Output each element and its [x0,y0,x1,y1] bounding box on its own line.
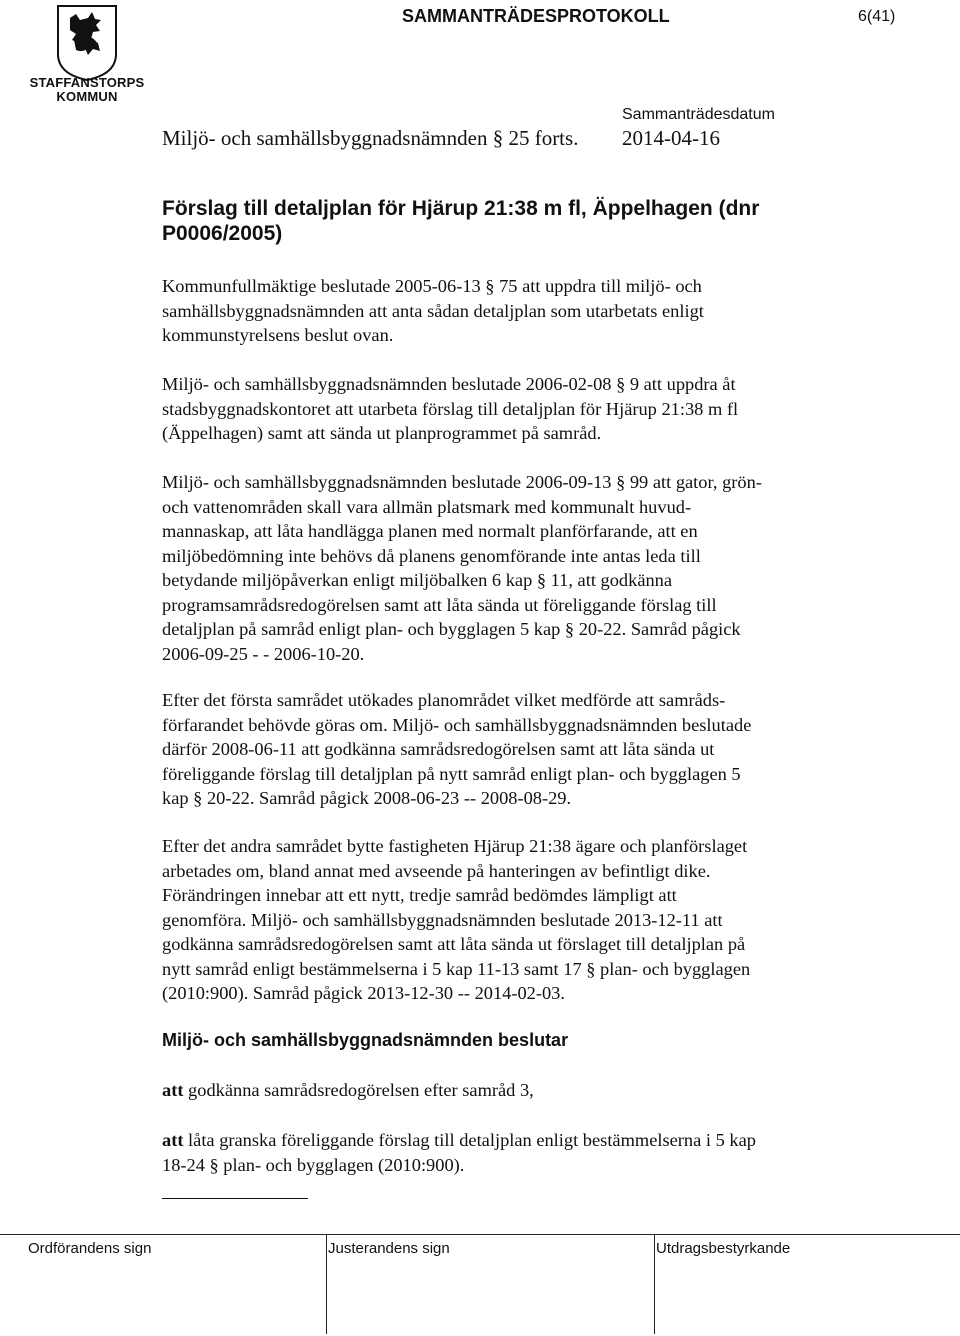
paragraph [162,834,852,1006]
decision-item [162,1128,852,1177]
text-line: nytt samråd enligt bestämmelserna i 5 kap 11-13 samt 17 § plan- och bygglagen [162,958,751,979]
text-line: godkänna samrådsredogörelsen samt att låta sända ut förslaget till detaljplan på [162,934,746,954]
text-line: mannaskap, att låta handlägga planen med normalt planförfarande, att en [162,521,698,541]
text-line: Miljö- och samhällsbyggnadsnämnden beslutade 2006-09-13 § 99 att gator, grön- [162,472,762,492]
text-line: 2006-09-25 - - 2006-10-20. [162,643,365,664]
text-line: och vattenområden skall vara allmän platsmark med kommunalt huvud- [162,496,692,517]
paragraph [162,470,852,666]
municipality-name-line2: KOMMUN [56,89,118,104]
text-line: samhällsbyggnadsnämnden att anta sådan detaljplan som utarbetats enligt [162,300,704,321]
text-line: kap § 20-22. Samråd pågick 2008-06-23 -- 2008-08-29. [162,788,572,808]
footer-divider [326,1234,327,1334]
document-title: SAMMANTRÄDESPROTOKOLL [402,6,670,26]
adjuster-signature-label: Justerandens sign [328,1240,450,1257]
item-heading: Förslag till detaljplan för Hjärup 21:38 m fl, Äppelhagen (dnr P0006/2005) [162,197,760,245]
footer-divider [654,1234,655,1334]
decision-heading: Miljö- och samhällsbyggnadsnämnden beslutar [162,1030,569,1050]
footer-rule [0,1234,960,1235]
page-number: 6(41) [858,8,896,25]
paragraph [162,372,852,446]
text-line: (Äppelhagen) samt att sända ut planprogrammet på samråd. [162,423,602,443]
text-line: arbetades om, bland annat med avseende på hanteringen av befintligt dike. [162,860,711,881]
text-line [162,1078,852,1103]
decision-text: godkänna samrådsredogörelsen efter samråd 3, [183,1080,534,1100]
decision-text: låta granska föreliggande förslag till detaljplan enligt bestämmelserna i 5 kap [183,1130,756,1150]
text-line: därför 2008-06-11 att godkänna samrådsredogörelsen samt att låta sända ut [162,739,715,759]
chair-signature-label: Ordförandens sign [28,1240,152,1257]
committee-section: Miljö- och samhällsbyggnadsnämnden § 25 forts. [162,126,579,150]
text-line: detaljplan på samråd enligt plan- och bygglagen 5 kap § 20-22. Samråd pågick [162,619,741,639]
text-line: 18-24 § plan- och bygglagen (2010:900). [162,1154,465,1175]
text-line: betydande miljöpåverkan enligt miljöbalken 6 kap § 11, att godkänna [162,570,673,590]
text-line: Efter det första samrådet utökades planområdet vilket medförde att samråds- [162,690,726,710]
meeting-date: 2014-04-16 [622,126,720,150]
paragraph [162,274,852,348]
text-line: Efter det andra samrådet bytte fastigheten Hjärup 21:38 ägare och planförslaget [162,836,748,856]
decision-item [162,1078,852,1103]
text-line: programsamrådsredogörelsen samt att låta sända ut föreliggande förslag till [162,594,717,615]
text-line: stadsbyggnadskontoret att utarbeta förslag till detaljplan för Hjärup 21:38 m fl [162,398,739,419]
municipality-name-line1: STAFFANSTORPS [29,75,145,90]
text-line: Förändringen innebar att ett nytt, tredje samråd bedömdes lämpligt att [162,885,677,905]
text-line [162,1128,852,1153]
municipality-name [18,76,156,104]
signature-rule [162,1198,308,1199]
text-line: (2010:900). Samråd pågick 2013-12-30 -- 2014-02-03. [162,983,565,1003]
extract-certified-label: Utdragsbestyrkande [656,1240,791,1257]
text-line: Miljö- och samhällsbyggnadsnämnden beslutade 2006-02-08 § 9 att uppdra åt [162,374,736,394]
text-line: genomföra. Miljö- och samhällsbyggnadsnämnden beslutade 2013-12-11 att [162,909,723,930]
text-line: kommunstyrelsens beslut ovan. [162,325,394,345]
decision-keyword: att [162,1080,184,1100]
text-line: förfarandet behövde göras om. Miljö- och samhällsbyggnadsnämnden beslutade [162,714,752,735]
text-line: miljöbedömning inte behövs då planens genomförande inte antas leda till [162,545,701,566]
decision-keyword: att [162,1130,184,1150]
text-line: föreliggande förslag till detaljplan på nytt samråd enligt plan- och bygglagen 5 [162,763,741,784]
paragraph [162,688,852,811]
meeting-date-label: Sammanträdesdatum [622,106,775,123]
text-line: Kommunfullmäktige beslutade 2005-06-13 § 75 att uppdra till miljö- och [162,276,702,296]
